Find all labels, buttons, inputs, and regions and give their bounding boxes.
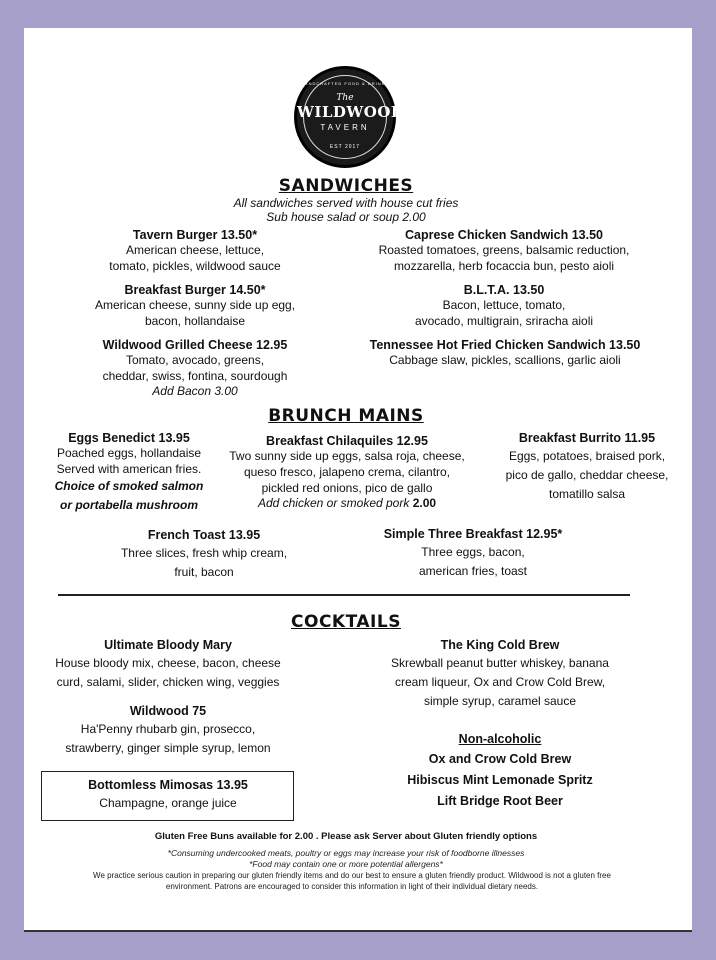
item-desc: Skrewball peanut butter whiskey, banana	[391, 656, 609, 670]
item-eggs-benedict	[34, 431, 224, 515]
brunch-heading: BRUNCH MAINS	[268, 406, 424, 426]
item-title: Eggs Benedict 13.95	[68, 431, 190, 445]
item-desc: Poached eggs, hollandaise	[56, 446, 202, 460]
item-breakfast-burrito	[492, 431, 682, 504]
item-breakfast-chilaquiles	[220, 434, 474, 511]
item-desc: Champagne, orange juice	[99, 796, 237, 810]
item-title: Breakfast Chilaquiles 12.95	[266, 434, 428, 448]
item-title: Ultimate Bloody Mary	[104, 638, 232, 652]
item-choice: or portabella mushroom	[59, 498, 199, 512]
item-title: French Toast 13.95	[147, 528, 261, 542]
gluten-caution-2: environment. Patrons are encouraged to consider this information in light of their individual dietary needs.	[165, 882, 539, 891]
item-french-toast	[104, 528, 304, 582]
item-addon	[220, 496, 474, 511]
logo-name: WILDWOOD	[297, 103, 405, 121]
item-desc: Cabbage slaw, pickles, scallions, garlic aioli	[389, 353, 621, 367]
sandwiches-heading: SANDWICHES	[278, 176, 414, 196]
item-title: Wildwood Grilled Cheese 12.95	[102, 338, 288, 352]
item-title: The King Cold Brew	[440, 638, 560, 652]
item-desc: Served with american fries.	[56, 462, 202, 476]
item-choice: Choice of smoked salmon	[54, 479, 204, 493]
gluten-caution-1: We practice serious caution in preparing our gluten friendly items and do our best to ensure a gluten friendly product. Wildwood is not a gluten free	[93, 871, 611, 880]
item-desc: strawberry, ginger simple syrup, lemon	[65, 741, 271, 755]
non-alcoholic-section	[402, 729, 598, 812]
item-desc: curd, salami, slider, chicken wing, veggies	[56, 675, 280, 689]
allergen-warning: *Food may contain one or more potential allergens*	[249, 859, 443, 869]
item-wildwood-75	[30, 704, 306, 758]
item-title: Breakfast Burrito 11.95	[518, 431, 656, 445]
addon-text: Add chicken or smoked pork	[257, 496, 410, 510]
wildwood-tavern-logo	[294, 66, 405, 168]
item-desc: mozzarella, herb focaccia bun, pesto aioli	[393, 259, 615, 273]
page-bottom-border	[24, 930, 692, 932]
item-simple-three-breakfast	[364, 527, 582, 581]
item-title: Bottomless Mimosas 13.95	[88, 778, 248, 792]
item-desc: tomatillo salsa	[548, 487, 626, 501]
item-title: Breakfast Burger 14.50*	[124, 283, 266, 297]
item-caprese-chicken	[354, 228, 654, 274]
undercooked-warning: *Consuming undercooked meats, poultry or eggs may increase your risk of foodborne illnesses	[167, 848, 525, 858]
item-title: Wildwood 75	[129, 704, 207, 718]
item-desc: American cheese, lettuce,	[125, 243, 265, 257]
logo-arc-text: HANDCRAFTED FOOD & DRINKS	[301, 81, 389, 86]
item-desc: pickled red onions, pico de gallo	[261, 481, 433, 495]
item-title: Tennessee Hot Fried Chicken Sandwich 13.50	[369, 338, 641, 352]
item-desc: Bacon, lettuce, tomato,	[442, 298, 566, 312]
logo-est: EST 2017	[329, 144, 361, 150]
item-desc: simple syrup, caramel sauce	[423, 694, 577, 708]
item-desc: bacon, hollandaise	[144, 314, 246, 328]
item-desc: avocado, multigrain, sriracha aioli	[414, 314, 594, 328]
item-desc: queso fresco, jalapeno crema, cilantro,	[243, 465, 451, 479]
item-desc: cream liqueur, Ox and Crow Cold Brew,	[394, 675, 606, 689]
item-desc: Three eggs, bacon,	[421, 545, 525, 559]
item-desc: tomato, pickles, wildwood sauce	[109, 259, 281, 273]
item-addon: Add Bacon 3.00	[152, 384, 238, 398]
item-desc: Roasted tomatoes, greens, balsamic reduction,	[378, 243, 630, 257]
item-breakfast-burger	[60, 283, 330, 329]
logo-the: The	[336, 93, 354, 103]
item-desc: Tomato, avocado, greens,	[125, 353, 265, 367]
item-desc: fruit, bacon	[174, 565, 234, 579]
item-tennessee-hot-chicken	[354, 338, 656, 368]
item-desc: american fries, toast	[418, 564, 528, 578]
item-title: Caprese Chicken Sandwich 13.50	[404, 228, 603, 242]
item-desc: Ha'Penny rhubarb gin, prosecco,	[80, 722, 256, 736]
item-title: Tavern Burger 13.50*	[132, 228, 258, 242]
menu-page	[24, 28, 692, 930]
non-alcoholic-item: Ox and Crow Cold Brew	[428, 752, 572, 766]
item-desc: Eggs, potatoes, braised pork,	[508, 449, 666, 463]
logo-tavern: TAVERN	[320, 123, 370, 132]
item-title: B.L.T.A. 13.50	[463, 283, 545, 297]
item-bottomless-mimosas	[41, 778, 295, 813]
item-king-cold-brew	[362, 638, 638, 711]
cocktails-heading: COCKTAILS	[291, 612, 401, 632]
non-alcoholic-item: Hibiscus Mint Lemonade Spritz	[407, 773, 593, 787]
item-ultimate-bloody-mary	[30, 638, 306, 692]
section-divider	[58, 594, 630, 596]
item-desc: Three slices, fresh whip cream,	[120, 546, 288, 560]
item-grilled-cheese	[60, 338, 330, 399]
item-blta	[354, 283, 654, 329]
non-alcoholic-item: Lift Bridge Root Beer	[437, 794, 563, 808]
non-alcoholic-heading: Non-alcoholic	[458, 732, 542, 746]
item-desc: Two sunny side up eggs, salsa roja, cheese,	[229, 449, 465, 463]
item-tavern-burger	[60, 228, 330, 274]
sandwiches-note-2: Sub house salad or soup 2.00	[266, 210, 426, 224]
item-desc: American cheese, sunny side up egg,	[94, 298, 296, 312]
item-desc: pico de gallo, cheddar cheese,	[505, 468, 669, 482]
item-desc: cheddar, swiss, fontina, sourdough	[102, 369, 288, 383]
gluten-free-note: Gluten Free Buns available for 2.00 . Please ask Server about Gluten friendly options	[154, 831, 538, 842]
item-title: Simple Three Breakfast 12.95*	[383, 527, 563, 541]
sandwiches-note-1: All sandwiches served with house cut fries	[233, 196, 459, 210]
item-desc: House bloody mix, cheese, bacon, cheese	[55, 656, 281, 670]
addon-price: 2.00	[412, 496, 437, 510]
